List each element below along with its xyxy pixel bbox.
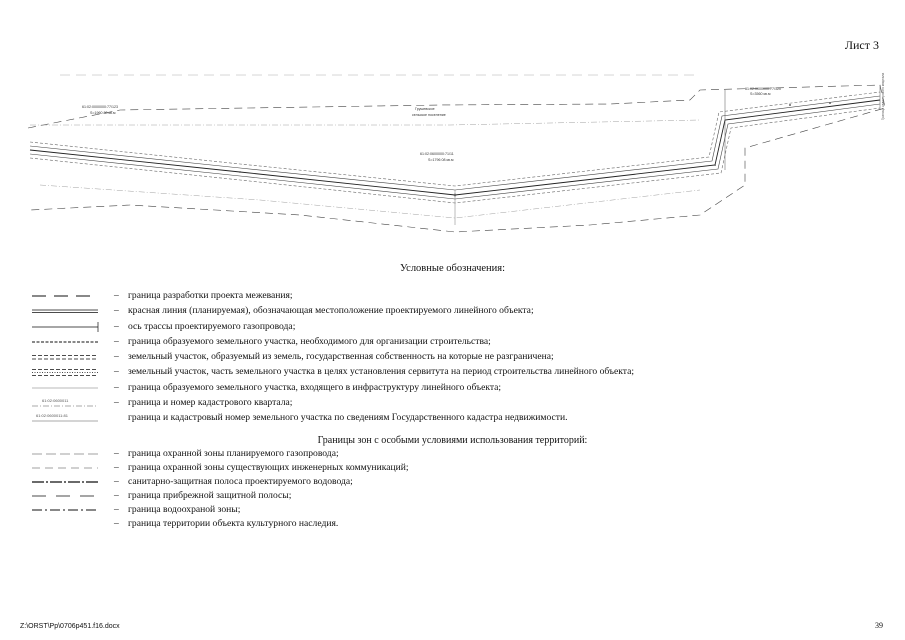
svg-text:61:02:0600011:81: 61:02:0600011:81 xyxy=(36,413,68,419)
legend-item: – ось трассы проектируемого газопровода; xyxy=(30,319,730,334)
side-note: Граница кадастрового квартала xyxy=(881,72,885,120)
legend-item: – граница образуемого земельного участка, входящего в инфраструктуру линейного объекта; xyxy=(30,380,730,395)
area-label-mid: S=1796 08 кв.м xyxy=(428,158,454,162)
symbol-cadastral-parcel xyxy=(30,410,100,425)
file-path: Z:\ORST\Pp\0706p451.f16.docx xyxy=(20,623,120,630)
pipeline-axis xyxy=(30,100,880,195)
legend xyxy=(30,288,730,426)
settlement-sub-label: сельское поселение xyxy=(412,113,446,117)
legend-item: 61:02:0600011:81 граница и кадастровый номер земельного участка по сведениям Государственного кадастра недвижимости. xyxy=(30,410,730,425)
parcel-label-right: 61:02:0000000:77/120 xyxy=(745,87,781,91)
legend-title: Условные обозначения: xyxy=(399,263,505,274)
symbol-red-line xyxy=(30,303,100,318)
symbol-sanitary-strip xyxy=(30,475,100,489)
zone-item: – граница охранной зоны планируемого газопровода; xyxy=(30,447,730,461)
route-drawing xyxy=(0,0,905,260)
legend-item: – земельный участок, образуемый из земель, государственная собственность на которые не разграничена; xyxy=(30,349,730,364)
symbol-utility-protection-zone xyxy=(30,461,100,475)
page-number: 39 xyxy=(875,621,883,630)
symbol-servitude xyxy=(30,364,100,379)
zone-item: – граница охранной зоны существующих инженерных коммуникаций; xyxy=(30,461,730,475)
parcel-label-mid: 61:02:0600000:71/11 xyxy=(420,152,454,156)
symbol-construction-parcel xyxy=(30,334,100,349)
symbol-coastal-strip xyxy=(30,489,100,503)
legend-item: – земельный участок, часть земельного участка в целях установления сервитута на период строительства линейного объекта; xyxy=(30,364,730,379)
symbol-cadastral-quarter xyxy=(30,395,100,410)
sheet-label: Лист 3 xyxy=(844,38,879,52)
symbol-unallocated-land xyxy=(30,349,100,364)
svg-text:61:02:0600011: 61:02:0600011 xyxy=(42,398,69,404)
legend-item: – граница образуемого земельного участка, необходимого для организации строительства; xyxy=(30,334,730,349)
zones-legend xyxy=(30,447,730,531)
symbol-heritage-zone xyxy=(30,517,100,531)
zone-item: – граница прибрежной защитной полосы; xyxy=(30,489,730,503)
zone-item: – граница водоохраной зоны; xyxy=(30,503,730,517)
symbol-water-protection-zone xyxy=(30,503,100,517)
area-label-right: S=3560 кв.м xyxy=(750,92,771,96)
parcel-label-left: 61:02:0000000:77/123 xyxy=(82,105,118,109)
zones-title: Границы зон с особыми условиями использования территорий: xyxy=(317,435,588,446)
area-label-left: S=1960 80 кв.м xyxy=(90,111,116,115)
legend-item: – красная линия (планируемая), обозначающая местоположение проектируемого линейного объекта; xyxy=(30,303,730,318)
settlement-label: Грушевское xyxy=(415,107,435,111)
symbol-infrastructure-parcel xyxy=(30,380,100,395)
legend-item: – граница разработки проекта межевания; xyxy=(30,288,730,303)
zone-item: – граница территории объекта культурного наследия. xyxy=(30,517,730,531)
zone-item: – санитарно-защитная полоса проектируемого водовода; xyxy=(30,475,730,489)
symbol-project-boundary xyxy=(30,288,100,303)
legend-item: 61:02:0600011 – граница и номер кадастрового квартала; xyxy=(30,395,730,410)
symbol-pipeline-axis xyxy=(30,319,100,334)
symbol-gas-protection-zone xyxy=(30,447,100,461)
